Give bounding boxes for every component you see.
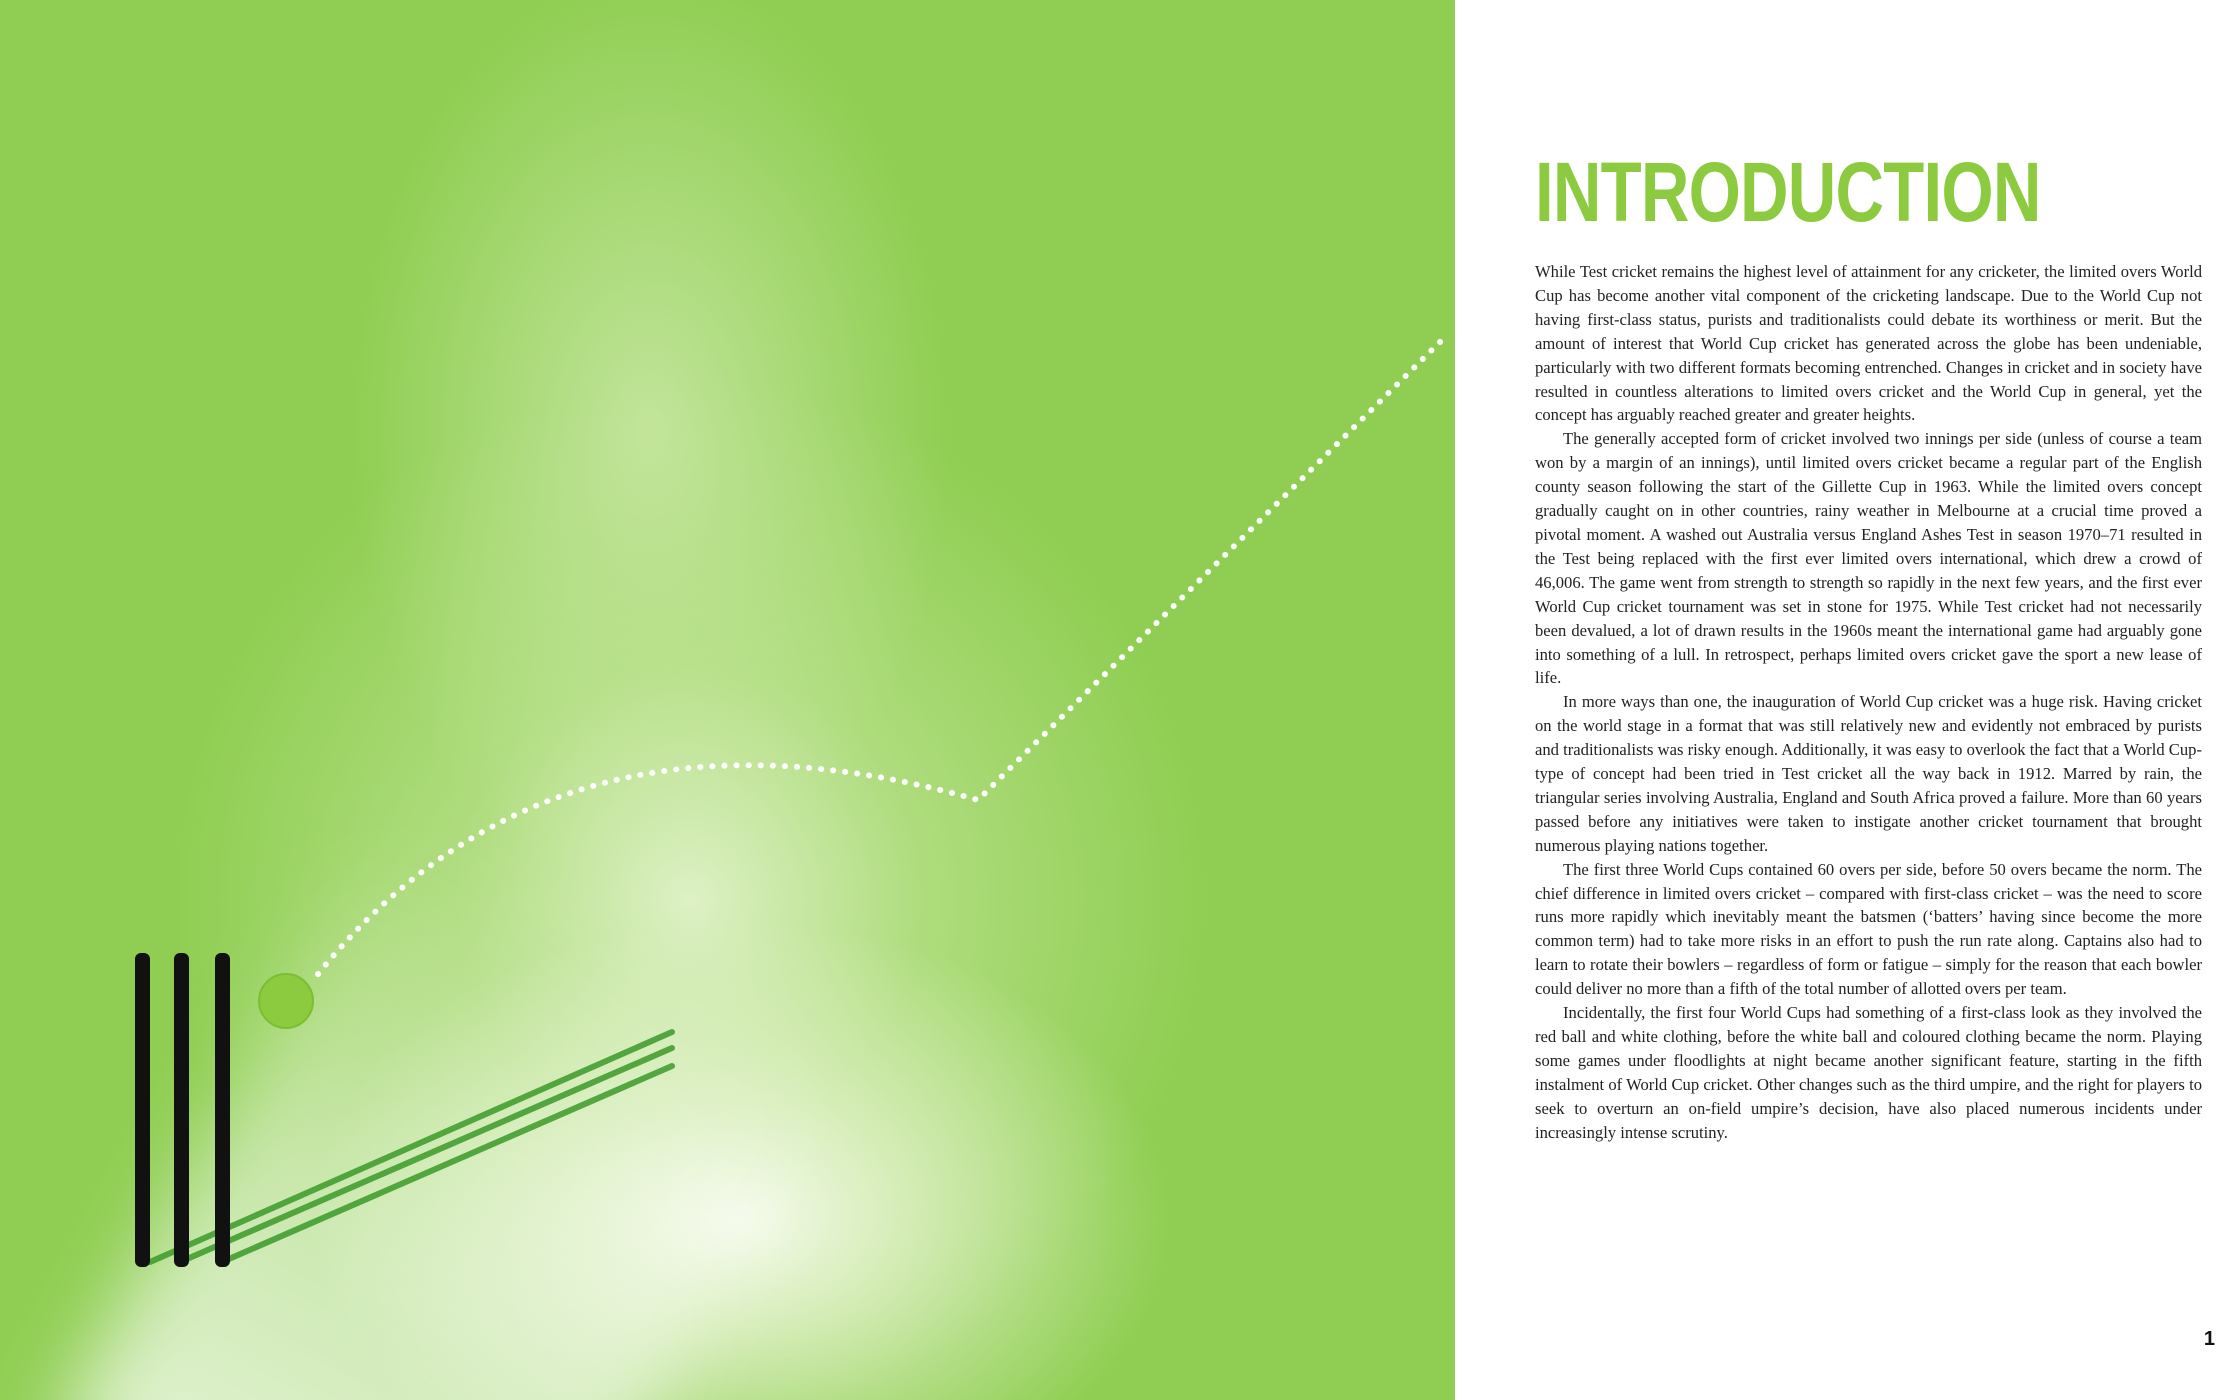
- paragraph: In more ways than one, the inauguration of World Cup cricket was a huge risk. Having cricket on the world stage in a format that was still relatively new and evidently not embraced by purists and traditionalists was risky enough. Additionally, it was easy to overlook the fact that a World Cup-type of concept had been tried in Test cricket all the way back in 1912. Marred by rain, the triangular series involving Australia, England and South Africa proved a failure. More than 60 years passed before any initiatives were taken to instigate another cricket tournament that brought numerous playing nations together.: [1535, 692, 2202, 855]
- page-number: 1: [2203, 1328, 2215, 1350]
- stumps: [135, 953, 230, 1267]
- stump: [215, 953, 230, 1267]
- stump: [135, 953, 150, 1267]
- ball-trajectory: [318, 334, 1448, 974]
- stump: [174, 953, 189, 1267]
- paragraph: While Test cricket remains the highest level of attainment for any cricketer, the limited overs World Cup has become another vital component of the cricketing landscape. Due to the World Cup not having first-class status, purists and traditionalists could debate its worthiness or merit. But the amount of interest that World Cup cricket has generated across the globe has been undeniable, particularly with two different formats becoming entrenched. Changes in cricket and in society have resulted in countless alterations to limited overs cricket and the World Cup in general, yet the concept has arguably reached greater and greater heights.: [1535, 262, 2202, 425]
- stump-shadow: [180, 1048, 672, 1262]
- right-page: [1455, 0, 2239, 1400]
- paragraph: Incidentally, the first four World Cups had something of a first-class look as they involved the red ball and white clothing, before the white ball and coloured clothing became the norm. Playing some games under floodlights at night became another significant feature, starting in the fifth instalment of World Cup cricket. Other changes such as the third umpire, and the right for players to seek to overturn an on-field umpire’s decision, have also placed numerous incidents under increasingly intense scrutiny.: [1535, 1003, 2202, 1142]
- cricket-ball: [259, 974, 313, 1028]
- body-text: [1535, 260, 2202, 1145]
- paragraph: The first three World Cups contained 60 overs per side, before 50 overs became the norm. The chief difference in limited overs cricket – compared with first-class cricket – was the need to score runs more rapidly which inevitably meant the batsmen (‘batters’ having since become the more common term) had to take more risks in an effort to push the run rate along. Captains also had to learn to rotate their bowlers – regardless of form or fatigue – simply for the reason that each bowler could deliver no more than a fifth of the total number of allotted overs per team.: [1535, 859, 2202, 999]
- page-title: INTRODUCTION: [1535, 145, 2041, 239]
- stump-shadow: [222, 1066, 672, 1262]
- paragraph: The generally accepted form of cricket involved two innings per side (unless of course a team won by a margin of an innings), until limited overs cricket became a regular part of the English county season following the start of the Gillette Cup in 1963. While the limited overs concept gradually caught on in other countries, rainy weather in Melbourne at a crucial time proved a pivotal moment. A washed out Australia versus England Ashes Test in season 1970–71 resulted in the Test being replaced with the first ever limited overs international, which drew a crowd of 46,006. The game went from strength to strength so rapidly in the next few years, and the first ever World Cup cricket tournament was set in stone for 1975. While Test cricket had not necessarily been devalued, a lot of drawn results in the 1960s meant the international game had arguably gone into something of a lull. In retrospect, perhaps limited overs cricket gave the sport a new lease of life.: [1535, 429, 2202, 688]
